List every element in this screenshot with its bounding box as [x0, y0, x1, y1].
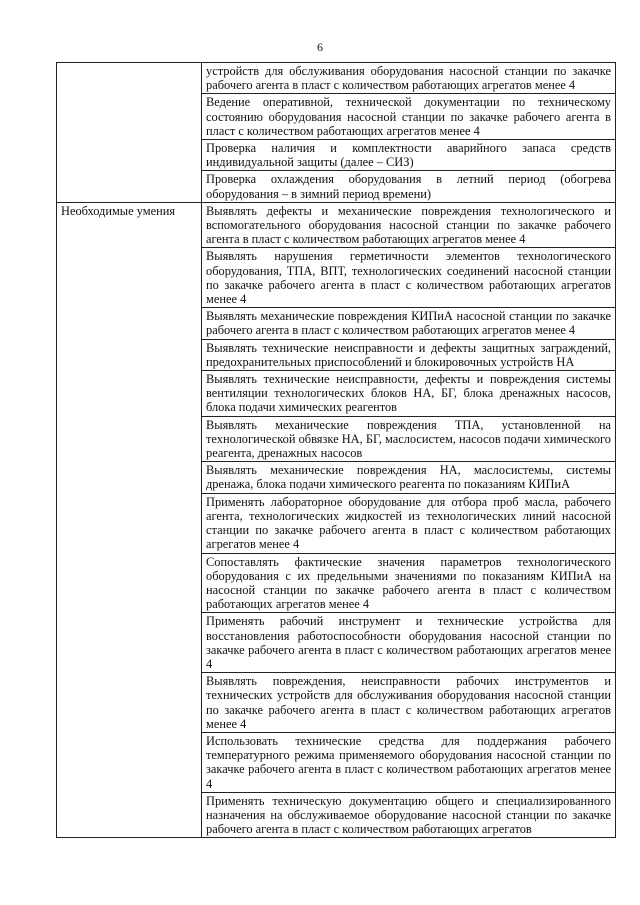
skill-cell: Выявлять механические повреждения ТПА, установленной на технологической обвязке НА, БГ, маслосистем, насосов подачи химического реагента, дренажных насосов — [202, 416, 616, 462]
skills-section-label: Необходимые умения — [57, 202, 202, 838]
skill-cell: Применять лабораторное оборудование для отбора проб масла, рабочего агента, технологических жидкостей из технологических линий насосной станции по закачке рабочего агента в пласт с количеством работающих агрегатов менее 4 — [202, 493, 616, 553]
skill-cell: Выявлять дефекты и механические повреждения технологического и вспомогательного оборудования насосной станции по закачке рабочего агента в пласт с количеством работающих агрегатов менее 4 — [202, 202, 616, 248]
skill-cell: Выявлять нарушения герметичности элементов технологического оборудования, ТПА, ВПТ, технологических соединений насосной станции по закачке рабочего агента в пласт с количеством работающих агрегатов менее 4 — [202, 248, 616, 308]
labor-action-cell: устройств для обслуживания оборудования насосной станции по закачке рабочего агента в пласт с количеством работающих агрегатов менее 4 — [202, 63, 616, 94]
labor-action-cell: Проверка охлаждения оборудования в летний период (обогрева оборудования – в зимний период времени) — [202, 171, 616, 202]
page-number: 6 — [317, 40, 323, 54]
skill-cell: Выявлять механические повреждения НА, маслосистемы, системы дренажа, блока подачи химического реагента по показаниям КИПиА — [202, 462, 616, 493]
skill-cell: Сопоставлять фактические значения параметров технологического оборудования с их предельными значениями по показаниям КИПиА на насосной станции по закачке рабочего агента в пласт с количеством работающих агрегатов менее 4 — [202, 553, 616, 613]
section-label-empty — [57, 63, 202, 203]
table-row — [57, 202, 616, 248]
labor-action-cell: Проверка наличия и комплектности аварийного запаса средств индивидуальной защиты (далее – СИЗ) — [202, 140, 616, 171]
skill-cell: Выявлять технические неисправности и дефекты защитных заграждений, предохранительных приспособлений и блокировочных устройств НА — [202, 339, 616, 370]
skill-cell: Выявлять повреждения, неисправности рабочих инструментов и технических устройств для обслуживания оборудования насосной станции по закачке рабочего агента в пласт с количеством работающих агрегатов менее 4 — [202, 673, 616, 733]
table-row — [57, 63, 616, 94]
skill-cell: Применять рабочий инструмент и технические устройства для восстановления работоспособности оборудования насосной станции по закачке рабочего агента в пласт с количеством работающих агрегатов менее 4 — [202, 613, 616, 673]
labor-action-cell: Ведение оперативной, технической документации по техническому состоянию оборудования насосной станции по закачке рабочего агента в пласт с количеством работающих агрегатов менее 4 — [202, 94, 616, 140]
skill-cell: Выявлять механические повреждения КИПиА насосной станции по закачке рабочего агента в пласт с количеством работающих агрегатов менее 4 — [202, 308, 616, 339]
skill-cell: Использовать технические средства для поддержания рабочего температурного режима применяемого оборудования насосной станции по закачке рабочего агента в пласт с количеством работающих агрегатов менее 4 — [202, 732, 616, 792]
skill-cell: Применять техническую документацию общего и специализированного назначения на обслуживаемое оборудование насосной станции по закачке рабочего агента в пласт с количеством работающих агрегатов — [202, 792, 616, 838]
profstandard-table — [56, 62, 616, 838]
skill-cell: Выявлять технические неисправности, дефекты и повреждения системы вентиляции технологических блоков НА, БГ, блока дренажных насосов, блока подачи химических реагентов — [202, 371, 616, 417]
